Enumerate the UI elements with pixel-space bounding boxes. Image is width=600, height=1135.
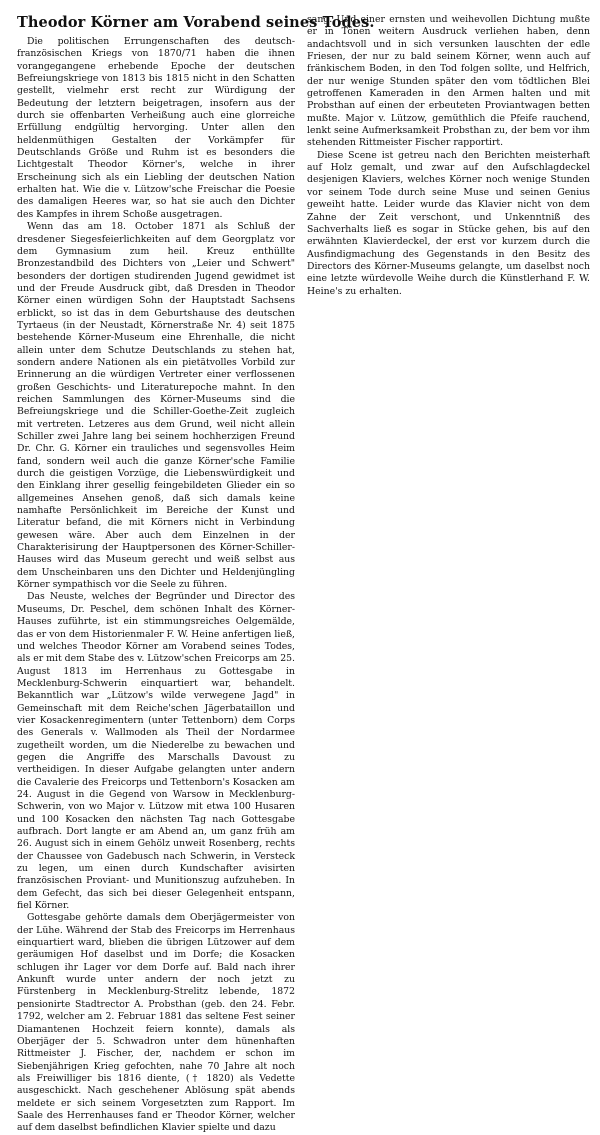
article-paragraph: Diese Scene ist getreu nach den Berichten meisterhaft auf Holz gemalt, und zwar auf den Aufschlagdeckel desjenigen Klaviers, welches Körner noch wenige Stunden vor seinem Tode durch seine Muse und seinen Genius geweiht hatte. Leider wurde das Klavier nicht von dem Zahne der Zeit verschont, und Unkenntniß des Sachverhalts ließ es sogar in Stücke gehen, bis auf den erwähnten Klavierdeckel, der erst vor kurzem durch die Ausfindigmachung des Gegenstands in den Besitz des Directors des Körner-Museums gelangte, um daselbst noch eine letzte würdevolle Weihe durch die Künstlerhand F. W. Heine's zu erhalten. xyxy=(307,149,590,297)
article-paragraph: Gottesgabe gehörte damals dem Oberjägermeister von der Lühe. Während der Stab des Freicorps im Herrenhaus einquartiert ward, blieben die übrigen Lützower auf dem geräumigen Hof daselbst und im Dorfe; die Kosacken schlugen ihr Lager vor dem Dorfe auf. Bald nach ihrer Ankunft wurde unter andern der noch jetzt zu Fürstenberg in Mecklenburg-Strelitz lebende, 1872 pensionirte Stadtrector A. Probsthan (geb. den 24. Febr. 1792, welcher am 2. Februar 1881 das seltene Fest seiner Diamantenen Hochzeit feiern konnte), damals als Oberjäger der 5. Schwadron unter dem hünenhaften Rittmeister J. Fischer, der, nachdem er schon im Siebenjährigen Krieg gefochten, nahe 70 Jahre alt noch als Freiwilliger bis 1816 diente, († 1820) als Vedette ausgeschickt. Nach geschehener Ablösung spät abends meldete er sich seinem Vorgesetzten zum Rapport. Im Saale des Herrenhauses fand er Theodor Körner, welcher auf dem daselbst befindlichen Klavier spielte und dazu xyxy=(17,912,295,1134)
left-column xyxy=(17,14,375,1135)
article-title: Theodor Körner am Vorabend seines Todes. xyxy=(17,14,375,31)
article-paragraph: Das Neuste, welches der Begründer und Director des Museums, Dr. Peschel, dem schönen Inhalt des Körner-Hauses zuführte, ist ein stimmungsreiches Oelgemälde, das er von dem Historienmaler F. W. Heine anfertigen ließ, und welches Theodor Körner am Vorabend seines Todes, als er mit dem Stabe des v. Lützow'schen Freicorps am 25. August 1813 im Herrenhaus zu Gottesgabe in Mecklenburg-Schwerin einquartiert war, behandelt. Bekanntlich war „Lützow's wilde verwegene Jagd" in Gemeinschaft mit dem Reiche'schen Jägerbataillon und vier Kosackenregimentern (unter Tettenborn) dem Corps des Generals v. Wallmoden als Theil der Nordarmee zugetheilt worden, um die Niederelbe zu bewachen und gegen die Angriffe des Marschalls Davoust zu vertheidigen. In dieser Aufgabe gelangten unter andern die Cavalerie des Freicorps und Tettenborn's Kosacken am 24. August in die Gegend von Warsow in Mecklenburg-Schwerin, von wo Major v. Lützow mit etwa 100 Husaren und 100 Kosacken den nächsten Tag nach Gottesgabe aufbrach. Dort langte er am Abend an, um ganz früh am 26. August sich in einem Gehölz unweit Rosenberg, rechts der Chaussee von Gadebusch nach Schwerin, in Versteck zu legen, um einen durch Kundschafter avisirten französischen Proviant- und Munitionszug aufzuheben. In dem Gefecht, das sich bei dieser Gelegenheit entspann, fiel Körner. xyxy=(17,591,295,912)
article-paragraph: Die politischen Errungenschaften des deutsch-französischen Kriegs von 1870/71 haben die ihnen vorangegangene erhebende Epoche der deutschen Befreiungskriege von 1813 bis 1815 nicht in den Schatten gestellt, vielmehr erst recht zur Würdigung der Bedeutung der letztern beigetragen, insofern aus der durch sie offenbarten Verheißung auch eine glorreiche Erfüllung endgültig hervorging. Unter allen den heldenmüthigen Gestalten der Vorkämpfer für Deutschlands Größe und Ruhm ist es besonders die Lichtgestalt Theodor Körner's, welche in ihrer Erscheinung sich als ein Liebling der deutschen Nation erhalten hat. Wie die v. Lützow'sche Freischar die Poesie des damaligen Heeres war, so hat sie auch den Dichter des Kampfes in ihrem Schoße ausgetragen. xyxy=(17,36,295,220)
right-column xyxy=(307,14,590,298)
article-paragraph-continued: sang. Und einer ernsten und weihevollen Dichtung mußte er in Tönen weitern Ausdruck verliehen haben, denn andachtsvoll und in sich versunken lauschten der edle Friesen, der nur zu bald seinem Körner, wenn auch auf fränkischem Boden, in den Tod folgen sollte, und Helfrich, der nur wenige Stunden später den vom tödtlichen Blei getroffenen Kameraden in den Armen halten und mit Probsthan auf einen der erbeuteten Proviantwagen betten mußte. Major v. Lützow, gemüthlich die Pfeife rauchend, lenkt seine Aufmerksamkeit Probsthan zu, der bem vor ihm stehenden Rittmeister Fischer rapportirt. xyxy=(307,14,590,149)
article-paragraph: Wenn das am 18. October 1871 als Schluß der dresdener Siegesfeierlichkeiten auf dem Georgplatz vor dem Gymnasium zum heil. Kreuz enthüllte Bronzestandbild des Dichters von „Leier und Schwert" besonders der dortigen studirenden Jugend gewidmet ist und der Freude Ausdruck gibt, daß Dresden in Theodor Körner einen würdigen Sohn der Hauptstadt Sachsens erblickt, so ist das in dem Geburtshause des deutschen Tyrtaeus (in der Neustadt, Körnerstraße Nr. 4) seit 1875 bestehende Körner-Museum eine Ehrenhalle, die nicht allein unter dem Schutze Deutschlands zu stehen hat, sondern andere Nationen als ein pietätvolles Vorbild zur Erinnerung an die würdigen Vertreter einer verflossenen großen Geschichts- und Literaturepoche mahnt. In den reichen Sammlungen des Körner-Museums sind die Befreiungskriege und die Schiller-Goethe-Zeit zugleich mit vertreten. Letzeres aus dem Grund, weil nicht allein Schiller zwei Jahre lang bei seinem hochherzigen Freund Dr. Chr. G. Körner ein trauliches und segensvolles Heim fand, sondern weil auch die ganze Körner'sche Familie durch die geistigen Vorzüge, die Liebenswürdigkeit und den Einklang ihrer gesellig feingebildeten Glieder ein so allgemeines Ansehen genoß, daß sich damals keine namhafte Persönlichkeit im Bereiche der Kunst und Literatur befand, die mit Körners nicht in Verbindung gewesen wäre. Aber auch dem Einzelnen in der Charakterisirung der Hauptpersonen des Körner-Schiller-Hauses wird das Museum gerecht und weiß selbst aus dem Unscheinbaren uns den Dichter und Heldenjüngling Körner sympathisch vor die Seele zu führen. xyxy=(17,221,295,591)
